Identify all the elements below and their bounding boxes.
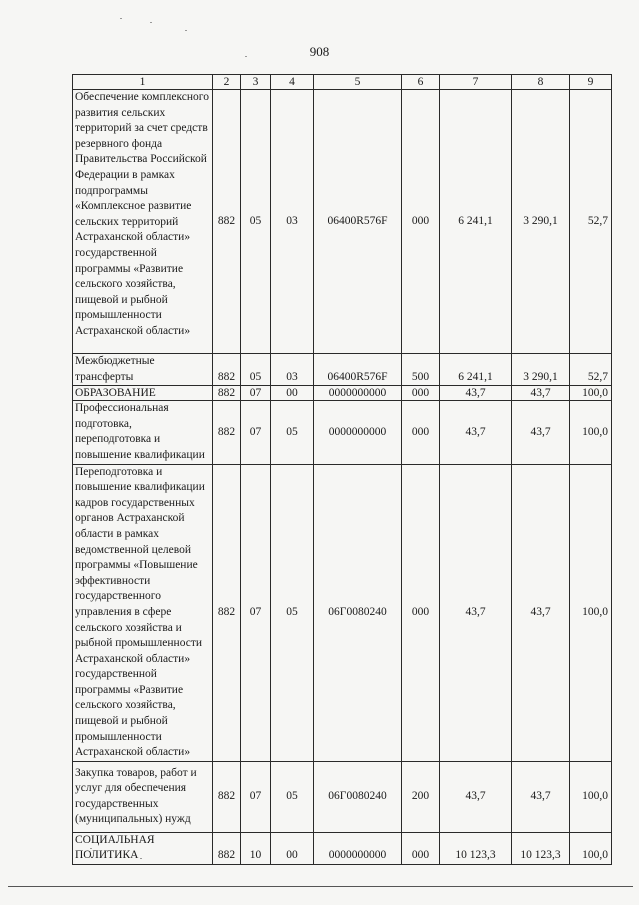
- execution-percent: 100,0: [570, 761, 612, 832]
- section-code: 05: [241, 354, 271, 386]
- column-number-7: 7: [440, 75, 512, 90]
- subsection-code: 00: [271, 832, 314, 864]
- executed-amount: 10 123,3: [512, 832, 570, 864]
- row-name: Межбюджетные трансферты: [73, 354, 213, 386]
- executed-amount: 43,7: [512, 401, 570, 464]
- table-row: [73, 386, 612, 401]
- section-code: 07: [241, 464, 271, 761]
- target-article-code: 06Г0080240: [314, 464, 402, 761]
- column-number-6: 6: [402, 75, 440, 90]
- table-row: [73, 401, 612, 464]
- subsection-code: 03: [271, 90, 314, 354]
- ministry-code: 882: [213, 761, 241, 832]
- target-article-code: 06Г0080240: [314, 761, 402, 832]
- scan-speck: [90, 848, 92, 849]
- execution-percent: 100,0: [570, 386, 612, 401]
- target-article-code: 0000000000: [314, 401, 402, 464]
- column-number-3: 3: [241, 75, 271, 90]
- column-number-5: 5: [314, 75, 402, 90]
- page-number: 908: [309, 44, 330, 59]
- expense-type-code: 000: [402, 386, 440, 401]
- planned-amount: 43,7: [440, 464, 512, 761]
- planned-amount: 10 123,3: [440, 832, 512, 864]
- row-name: ОБРАЗОВАНИЕ: [73, 386, 213, 401]
- scan-speck: [185, 30, 187, 31]
- planned-amount: 43,7: [440, 401, 512, 464]
- target-article-code: 0000000000: [314, 832, 402, 864]
- section-code: 07: [241, 386, 271, 401]
- subsection-code: 05: [271, 464, 314, 761]
- expense-type-code: 200: [402, 761, 440, 832]
- planned-amount: 6 241,1: [440, 90, 512, 354]
- budget-table: [72, 74, 612, 865]
- column-number-9: 9: [570, 75, 612, 90]
- target-article-code: 06400R576F: [314, 354, 402, 386]
- expense-type-code: 500: [402, 354, 440, 386]
- subsection-code: 05: [271, 761, 314, 832]
- table-row: [73, 832, 612, 864]
- ministry-code: 882: [213, 464, 241, 761]
- executed-amount: 3 290,1: [512, 90, 570, 354]
- executed-amount: 3 290,1: [512, 354, 570, 386]
- row-name: СОЦИАЛЬНАЯ ПОЛИТИКА: [73, 832, 213, 864]
- section-code: 10: [241, 832, 271, 864]
- scan-speck: [120, 18, 122, 19]
- executed-amount: 43,7: [512, 464, 570, 761]
- subsection-code: 00: [271, 386, 314, 401]
- expense-type-code: 000: [402, 832, 440, 864]
- ministry-code: 882: [213, 401, 241, 464]
- table-header-row: [73, 75, 612, 90]
- ministry-code: 882: [213, 90, 241, 354]
- planned-amount: 6 241,1: [440, 354, 512, 386]
- row-name: Переподготовка и повышение квалификации кадров государственных органов Астраханской области в рамках ведомственной целевой программы «Повышение эффективности государственного управления в сфере сельского хозяйства и рыбной промышленности Астраханской области» государственной программы «Развитие сельского хозяйства, пищевой и рыбной промышленности Астраханской области»: [73, 464, 213, 761]
- execution-percent: 100,0: [570, 401, 612, 464]
- page-bottom-rule: [8, 886, 633, 887]
- planned-amount: 43,7: [440, 761, 512, 832]
- ministry-code: 882: [213, 832, 241, 864]
- section-code: 07: [241, 401, 271, 464]
- expense-type-code: 000: [402, 464, 440, 761]
- execution-percent: 100,0: [570, 464, 612, 761]
- row-name: Обеспечение комплексного развития сельских территорий за счет средств резервного фонда Правительства Российской Федерации в рамках подпрограммы «Комплексное развитие сельских территорий Астраханской области» государственной программы «Развитие сельского хозяйства, пищевой и рыбной промышленности Астраханской области»: [73, 90, 213, 354]
- table-row: [73, 354, 612, 386]
- execution-percent: 52,7: [570, 90, 612, 354]
- scan-speck: [245, 56, 247, 57]
- table-row: [73, 761, 612, 832]
- planned-amount: 43,7: [440, 386, 512, 401]
- table-row: [73, 464, 612, 761]
- row-name: Профессиональная подготовка, переподготовка и повышение квалификации: [73, 401, 213, 464]
- column-number-2: 2: [213, 75, 241, 90]
- execution-percent: 52,7: [570, 354, 612, 386]
- subsection-code: 03: [271, 354, 314, 386]
- ministry-code: 882: [213, 386, 241, 401]
- subsection-code: 05: [271, 401, 314, 464]
- row-name: Закупка товаров, работ и услуг для обеспечения государственных (муниципальных) нужд: [73, 761, 213, 832]
- column-number-4: 4: [271, 75, 314, 90]
- execution-percent: 100,0: [570, 832, 612, 864]
- executed-amount: 43,7: [512, 386, 570, 401]
- executed-amount: 43,7: [512, 761, 570, 832]
- scan-speck: [140, 858, 142, 859]
- column-number-1: 1: [73, 75, 213, 90]
- section-code: 05: [241, 90, 271, 354]
- column-number-8: 8: [512, 75, 570, 90]
- table-row: [73, 90, 612, 354]
- scan-speck: [150, 22, 152, 23]
- target-article-code: 0000000000: [314, 386, 402, 401]
- expense-type-code: 000: [402, 401, 440, 464]
- ministry-code: 882: [213, 354, 241, 386]
- expense-type-code: 000: [402, 90, 440, 354]
- target-article-code: 06400R576F: [314, 90, 402, 354]
- section-code: 07: [241, 761, 271, 832]
